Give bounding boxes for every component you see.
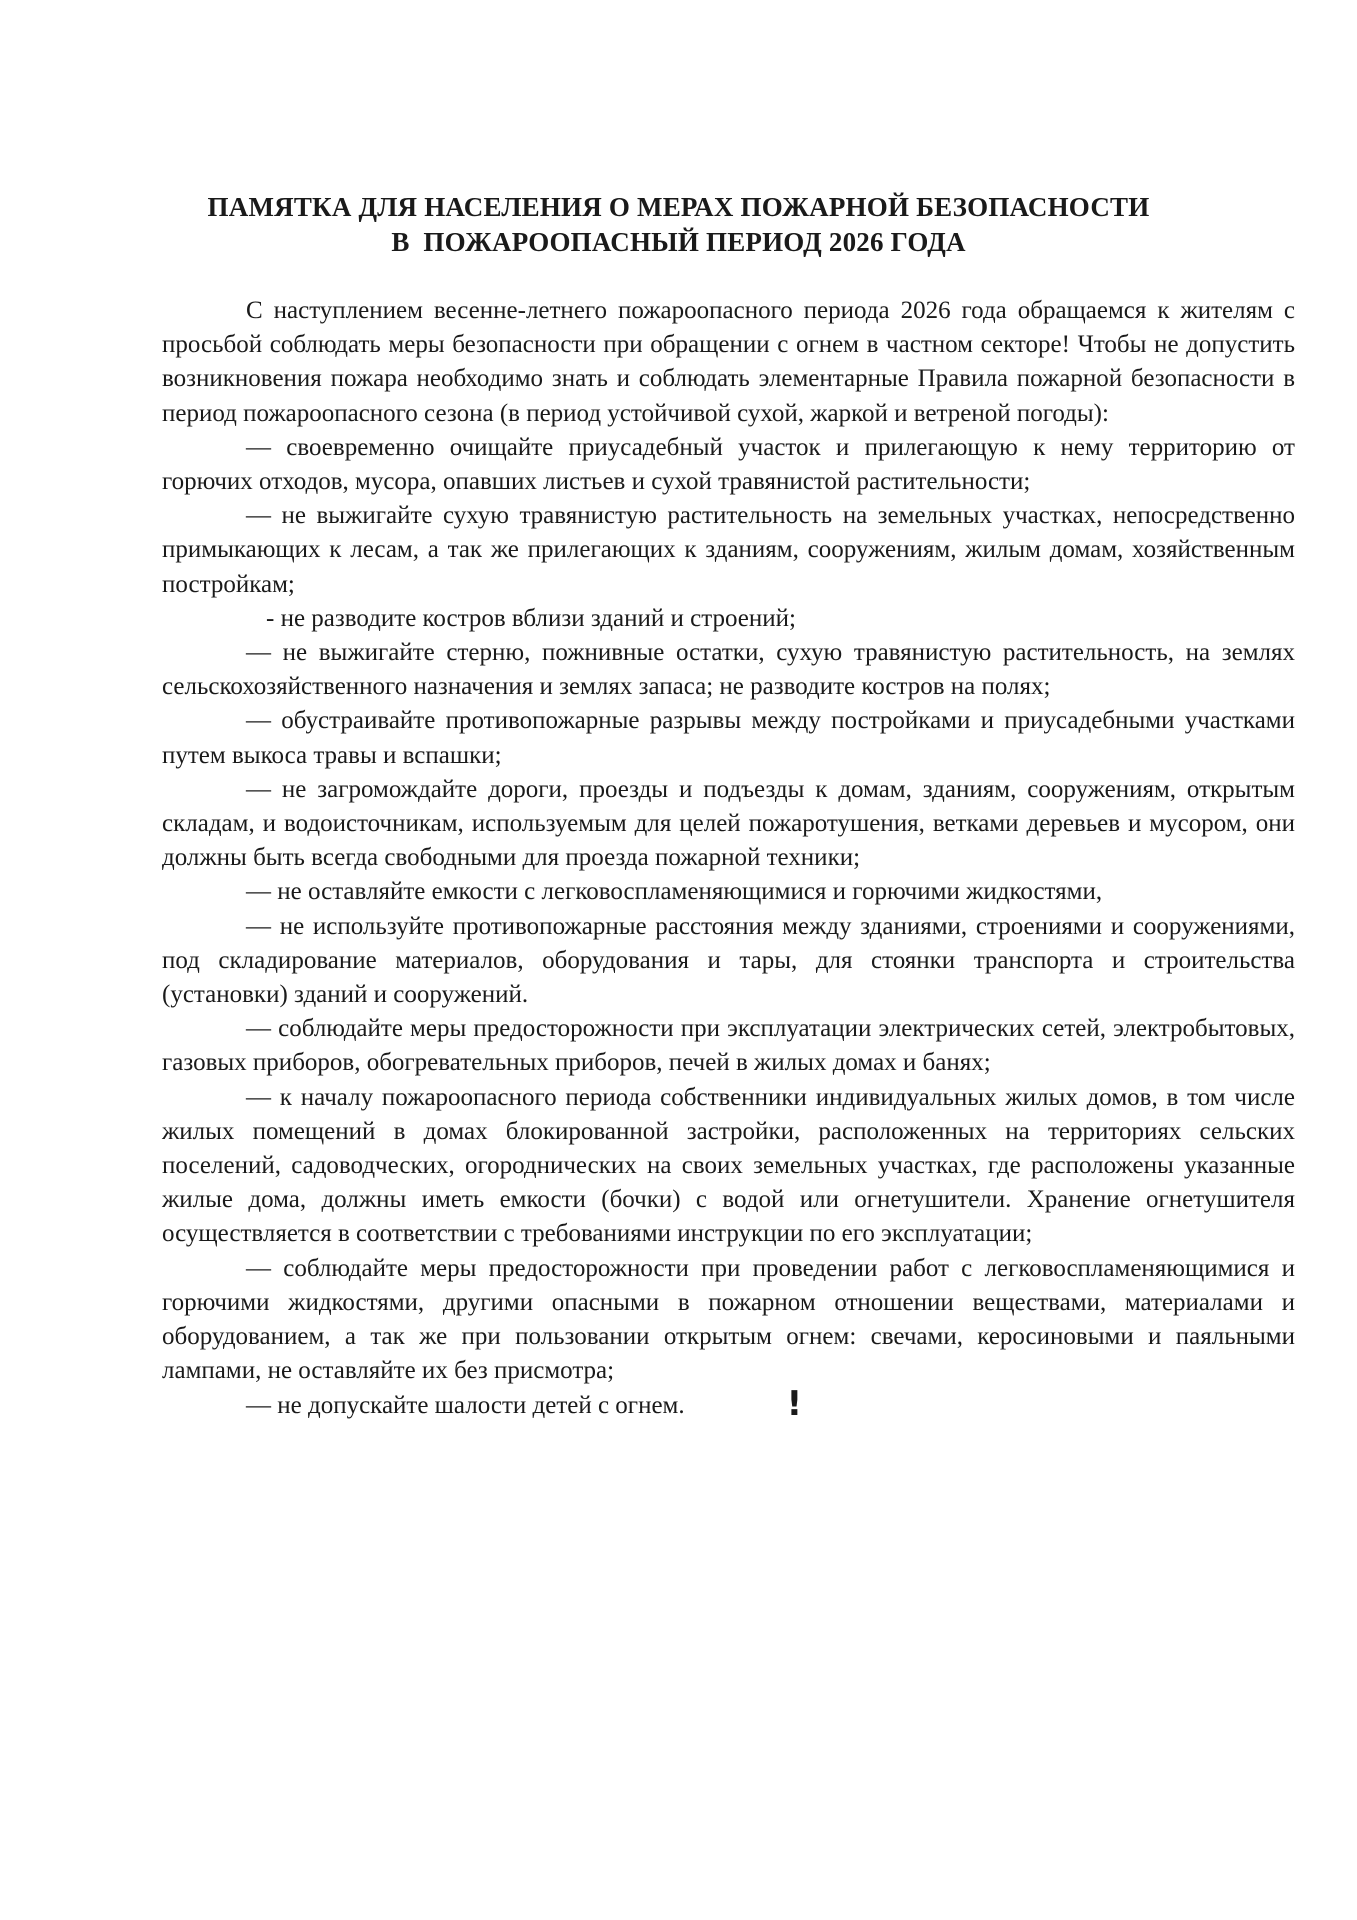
intro-paragraph: С наступлением весенне-летнего пожароопасного периода 2026 года обращаемся к жителям с просьбой соблюдать меры безопасности при обращении с огнем в частном секторе! Чтобы не допустить возникновения пожара необходимо знать и соблюдать элементарные Правила пожарной безопасности в период пожароопасного сезона (в период устойчивой сухой, жаркой и ветреной погоды):: [162, 297, 1295, 427]
list-item: — соблюдайте меры предосторожности при проведении работ с легковоспламеняющимися и горючими жидкостями, другими опасными в пожарном отношении веществами, материалами и оборудованием, а так же при пользовании открытым огнем: свечами, керосиновыми и паяльными лампами, не оставляйте их без присмотра;: [162, 1254, 1295, 1385]
list-item: — не используйте противопожарные расстояния между зданиями, строениями и сооружениями, под складирование материалов, оборудования и тары, для стоянки транспорта и строительства (установки) зданий и сооружений.: [162, 912, 1295, 1009]
list-item: — своевременно очищайте приусадебный участок и прилегающую к нему территорию от горючих отходов, мусора, опавших листьев и сухой травянистой растительности;: [162, 433, 1295, 496]
last-item-text: — не допускайте шалости детей с огнем.: [246, 1391, 685, 1419]
list-item: — не выжигайте стерню, пожнивные остатки, сухую травянистую растительность, на землях сельскохозяйственного назначения и землях запаса; не разводите костров на полях;: [162, 639, 1295, 701]
list-item: — к началу пожароопасного периода собственники индивидуальных жилых домов, в том числе жилых помещений в домах блокированной застройки, расположенных на территориях сельских поселений, садоводческих, огороднических на своих земельных участках, где расположены указанные жилые дома, должны иметь емкости (бочки) с водой или огнетушители. Хранение огнетушителя осуществляется в соответствии с требованиями инструкции по его эксплуатации;: [162, 1083, 1295, 1248]
list-item: — соблюдайте меры предосторожности при эксплуатации электрических сетей, электробытовых, газовых приборов, обогревательных приборов, печей в жилых домах и банях;: [162, 1015, 1295, 1077]
list-item: — не оставляйте емкости с легковоспламеняющимися и горючими жидкостями,: [246, 878, 1103, 906]
document-body: [162, 294, 1295, 1423]
list-item-last: [162, 1383, 1295, 1424]
document-title: [0, 190, 1357, 260]
list-item: - не разводите костров вблизи зданий и строений;: [266, 604, 796, 632]
list-item: — не загромождайте дороги, проезды и подъезды к домам, зданиям, сооружениям, открытым складам, и водоисточникам, используемым для целей пожаротушения, ветками деревьев и мусором, они должны быть всегда свободными для проезда пожарной техники;: [162, 775, 1295, 872]
list-item: — не выжигайте сухую травянистую растительность на земельных участках, непосредственно примыкающих к лесам, а так же прилегающих к зданиям, сооружениям, жилым домам, хозяйственным постройкам;: [162, 502, 1295, 598]
exclamation-mark: !: [786, 1383, 803, 1424]
list-item: — обустраивайте противопожарные разрывы между постройками и приусадебными участками путем выкоса травы и вспашки;: [162, 707, 1295, 769]
title-line-1: ПАМЯТКА ДЛЯ НАСЕЛЕНИЯ О МЕРАХ ПОЖАРНОЙ БЕЗОПАСНОСТИ: [207, 192, 1150, 222]
title-line-2: В ПОЖАРООПАСНЫЙ ПЕРИОД 2026 ГОДА: [391, 227, 966, 257]
